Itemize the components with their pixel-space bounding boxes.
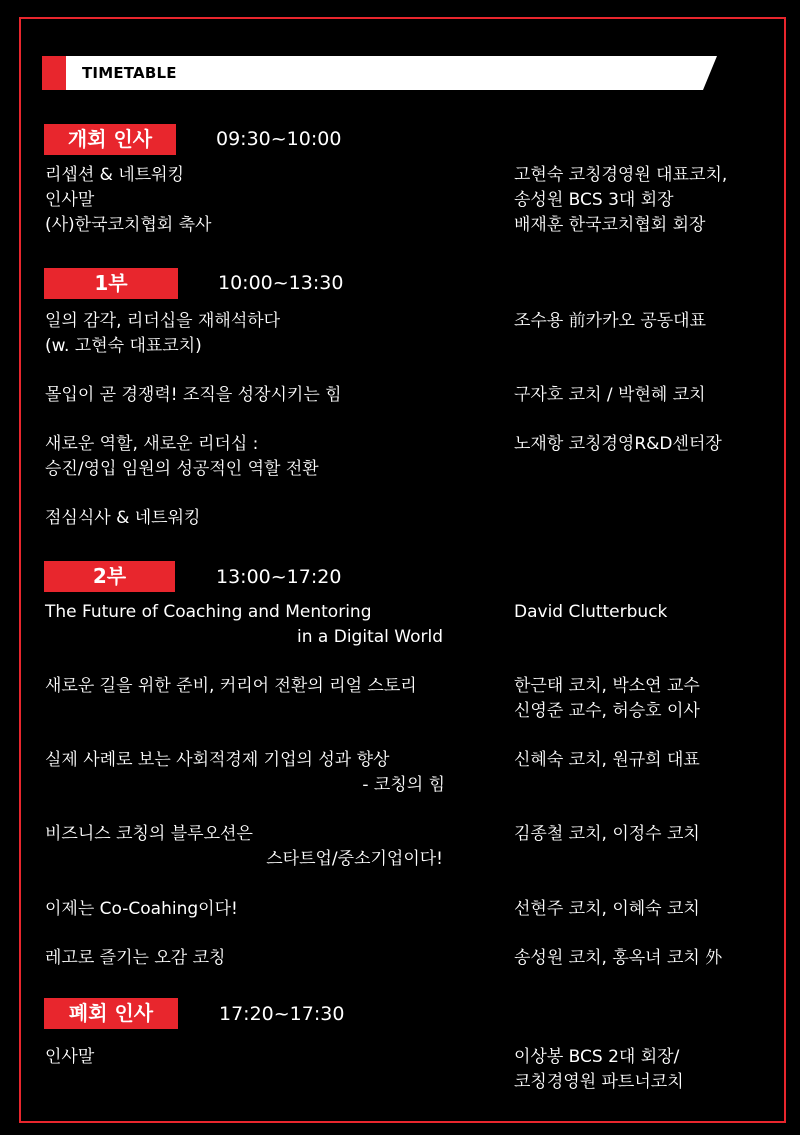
part2-time: 13:00~17:20 [216,566,342,588]
part2-item4-line-1: 비즈니스 코칭의 블루오션은 [45,824,253,844]
part1-item2-line-1: 몰입이 곧 경쟁력! 조직을 성장시키는 힘 [45,385,342,405]
part2-item2-speaker-1: 한근태 코치, 박소연 교수 [514,676,700,696]
closing-line-1: 인사말 [45,1047,95,1067]
opening-speaker-2: 송성원 BCS 3대 회장 [514,190,674,210]
opening-time: 09:30~10:00 [216,128,342,150]
part1-badge: 1부 [44,268,178,299]
part1-time: 10:00~13:30 [218,272,344,294]
part1-item3-speaker: 노재항 코칭경영R&D센터장 [514,434,722,454]
part2-item3-line-2: - 코칭의 힘 [362,775,445,795]
opening-line-3: (사)한국코치협회 축사 [45,215,212,235]
part2-item5-speaker: 선현주 코치, 이혜숙 코치 [514,899,700,919]
opening-line-1: 리셉션 & 네트워킹 [45,165,185,185]
part2-item1-speaker: David Clutterbuck [514,602,668,622]
part1-item2-speaker: 구자호 코치 / 박현혜 코치 [514,385,706,405]
part2-item4-speaker: 김종철 코치, 이정수 코치 [514,824,700,844]
header-title: TIMETABLE [82,64,177,82]
part2-item5-line-1: 이제는 Co-Coahing이다! [45,899,238,919]
closing-time: 17:20~17:30 [219,1003,345,1025]
closing-badge: 폐회 인사 [44,998,178,1029]
part2-item2-line-1: 새로운 길을 위한 준비, 커리어 전환의 리얼 스토리 [45,676,417,696]
header-accent-block [42,56,66,90]
closing-speaker-2: 코칭경영원 파트너코치 [514,1072,684,1092]
part2-item2-speaker-2: 신영준 교수, 허승호 이사 [514,701,700,721]
part2-item6-speaker: 송성원 코치, 홍옥녀 코치 外 [514,948,723,968]
part1-item1-line-2: (w. 고현숙 대표코치) [45,336,202,356]
part2-item1-line-2: in a Digital World [297,627,443,647]
opening-line-2: 인사말 [45,190,95,210]
opening-badge: 개회 인사 [44,124,176,155]
part2-item3-line-1: 실제 사례로 보는 사회적경제 기업의 성과 향상 [45,750,390,770]
part2-item4-line-2: 스타트업/중소기업이다! [266,849,443,869]
opening-speaker-3: 배재훈 한국코치협회 회장 [514,215,706,235]
part1-item4-line-1: 점심식사 & 네트워킹 [45,508,201,528]
opening-speaker-1: 고현숙 코칭경영원 대표코치, [514,165,728,185]
part1-item3-line-2: 승진/영입 임원의 성공적인 역할 전환 [45,459,319,479]
part2-item6-line-1: 레고로 즐기는 오감 코칭 [45,948,226,968]
part2-badge: 2부 [44,561,175,592]
part2-item3-speaker: 신혜숙 코치, 원규희 대표 [514,750,700,770]
part2-item1-line-1: The Future of Coaching and Mentoring [45,602,372,622]
closing-speaker-1: 이상봉 BCS 2대 회장/ [514,1047,680,1067]
part1-item1-line-1: 일의 감각, 리더십을 재해석하다 [45,311,281,331]
part1-item3-line-1: 새로운 역할, 새로운 리더십 : [45,434,259,454]
timetable-header [42,56,717,90]
part1-item1-speaker: 조수용 前카카오 공동대표 [514,311,707,331]
